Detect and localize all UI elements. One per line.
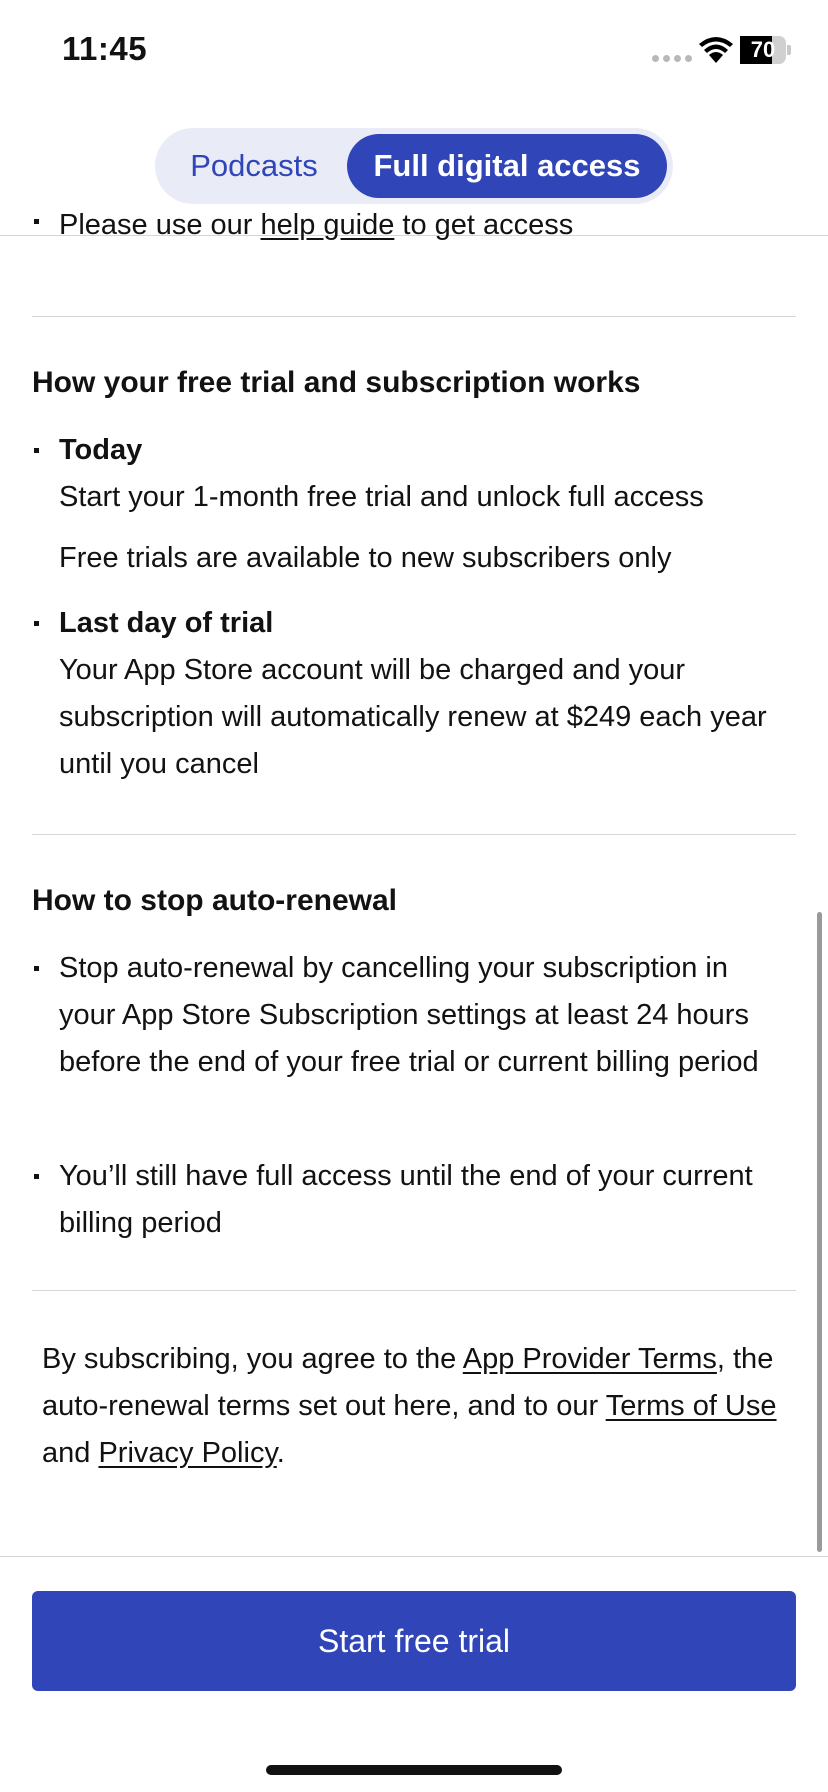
legal-text-2: , the auto-renewal terms set out here, and to our <box>42 1343 774 1422</box>
scroll-content[interactable] <box>0 209 828 1556</box>
privacy-policy-link[interactable]: Privacy Policy <box>98 1437 277 1469</box>
scrollbar[interactable] <box>817 912 822 1552</box>
today-title: Today <box>59 434 143 466</box>
last-day-title: Last day of trial <box>59 607 274 639</box>
tab-full-digital-access[interactable]: Full digital access <box>347 134 667 198</box>
renewal-item-2: You’ll still have full access until the end of your current billing period <box>59 1160 753 1239</box>
help-prefix: Please use our <box>59 209 261 241</box>
renewal-item-1: Stop auto-renewal by cancelling your subscription in your App Store Subscription settings at least 24 hours before the end of your free trial or current billing period <box>59 952 759 1078</box>
legal-text-1: By subscribing, you agree to the <box>42 1343 463 1375</box>
renewal-heading: How to stop auto-renewal <box>32 884 398 917</box>
section-divider <box>32 316 796 317</box>
bullet-icon <box>34 621 39 626</box>
section-divider <box>32 834 796 835</box>
bullet-icon <box>34 448 39 453</box>
help-guide-link[interactable]: help guide <box>260 209 395 241</box>
home-indicator[interactable] <box>266 1765 562 1775</box>
legal-text-4: . <box>276 1437 285 1469</box>
status-bar <box>0 0 828 100</box>
signal-icon <box>652 55 692 62</box>
section-divider <box>32 1290 796 1291</box>
wifi-icon <box>698 36 734 64</box>
legal-text <box>42 1336 794 1477</box>
plan-segmented-control <box>155 128 673 204</box>
bullet-icon <box>34 219 39 224</box>
tab-podcasts[interactable]: Podcasts <box>190 148 318 183</box>
battery-level: 70 <box>750 37 776 62</box>
app-provider-terms-link[interactable]: App Provider Terms <box>462 1343 717 1375</box>
terms-of-use-link[interactable]: Terms of Use <box>605 1390 777 1422</box>
help-suffix: to get access <box>394 209 574 241</box>
bullet-icon <box>34 1174 39 1179</box>
bullet-icon <box>34 966 39 971</box>
battery-icon <box>740 36 790 64</box>
help-text <box>59 202 789 249</box>
status-time: 11:45 <box>62 30 148 67</box>
start-free-trial-button[interactable]: Start free trial <box>32 1591 796 1691</box>
footer-divider <box>0 1556 828 1557</box>
today-line-1: Start your 1-month free trial and unlock full access <box>59 481 704 513</box>
last-day-text: Your App Store account will be charged and your subscription will automatically renew at $249 each year until you cancel <box>59 654 767 780</box>
legal-text-3: and <box>42 1437 99 1469</box>
trial-heading: How your free trial and subscription works <box>32 366 641 399</box>
today-line-2: Free trials are available to new subscribers only <box>59 542 672 574</box>
